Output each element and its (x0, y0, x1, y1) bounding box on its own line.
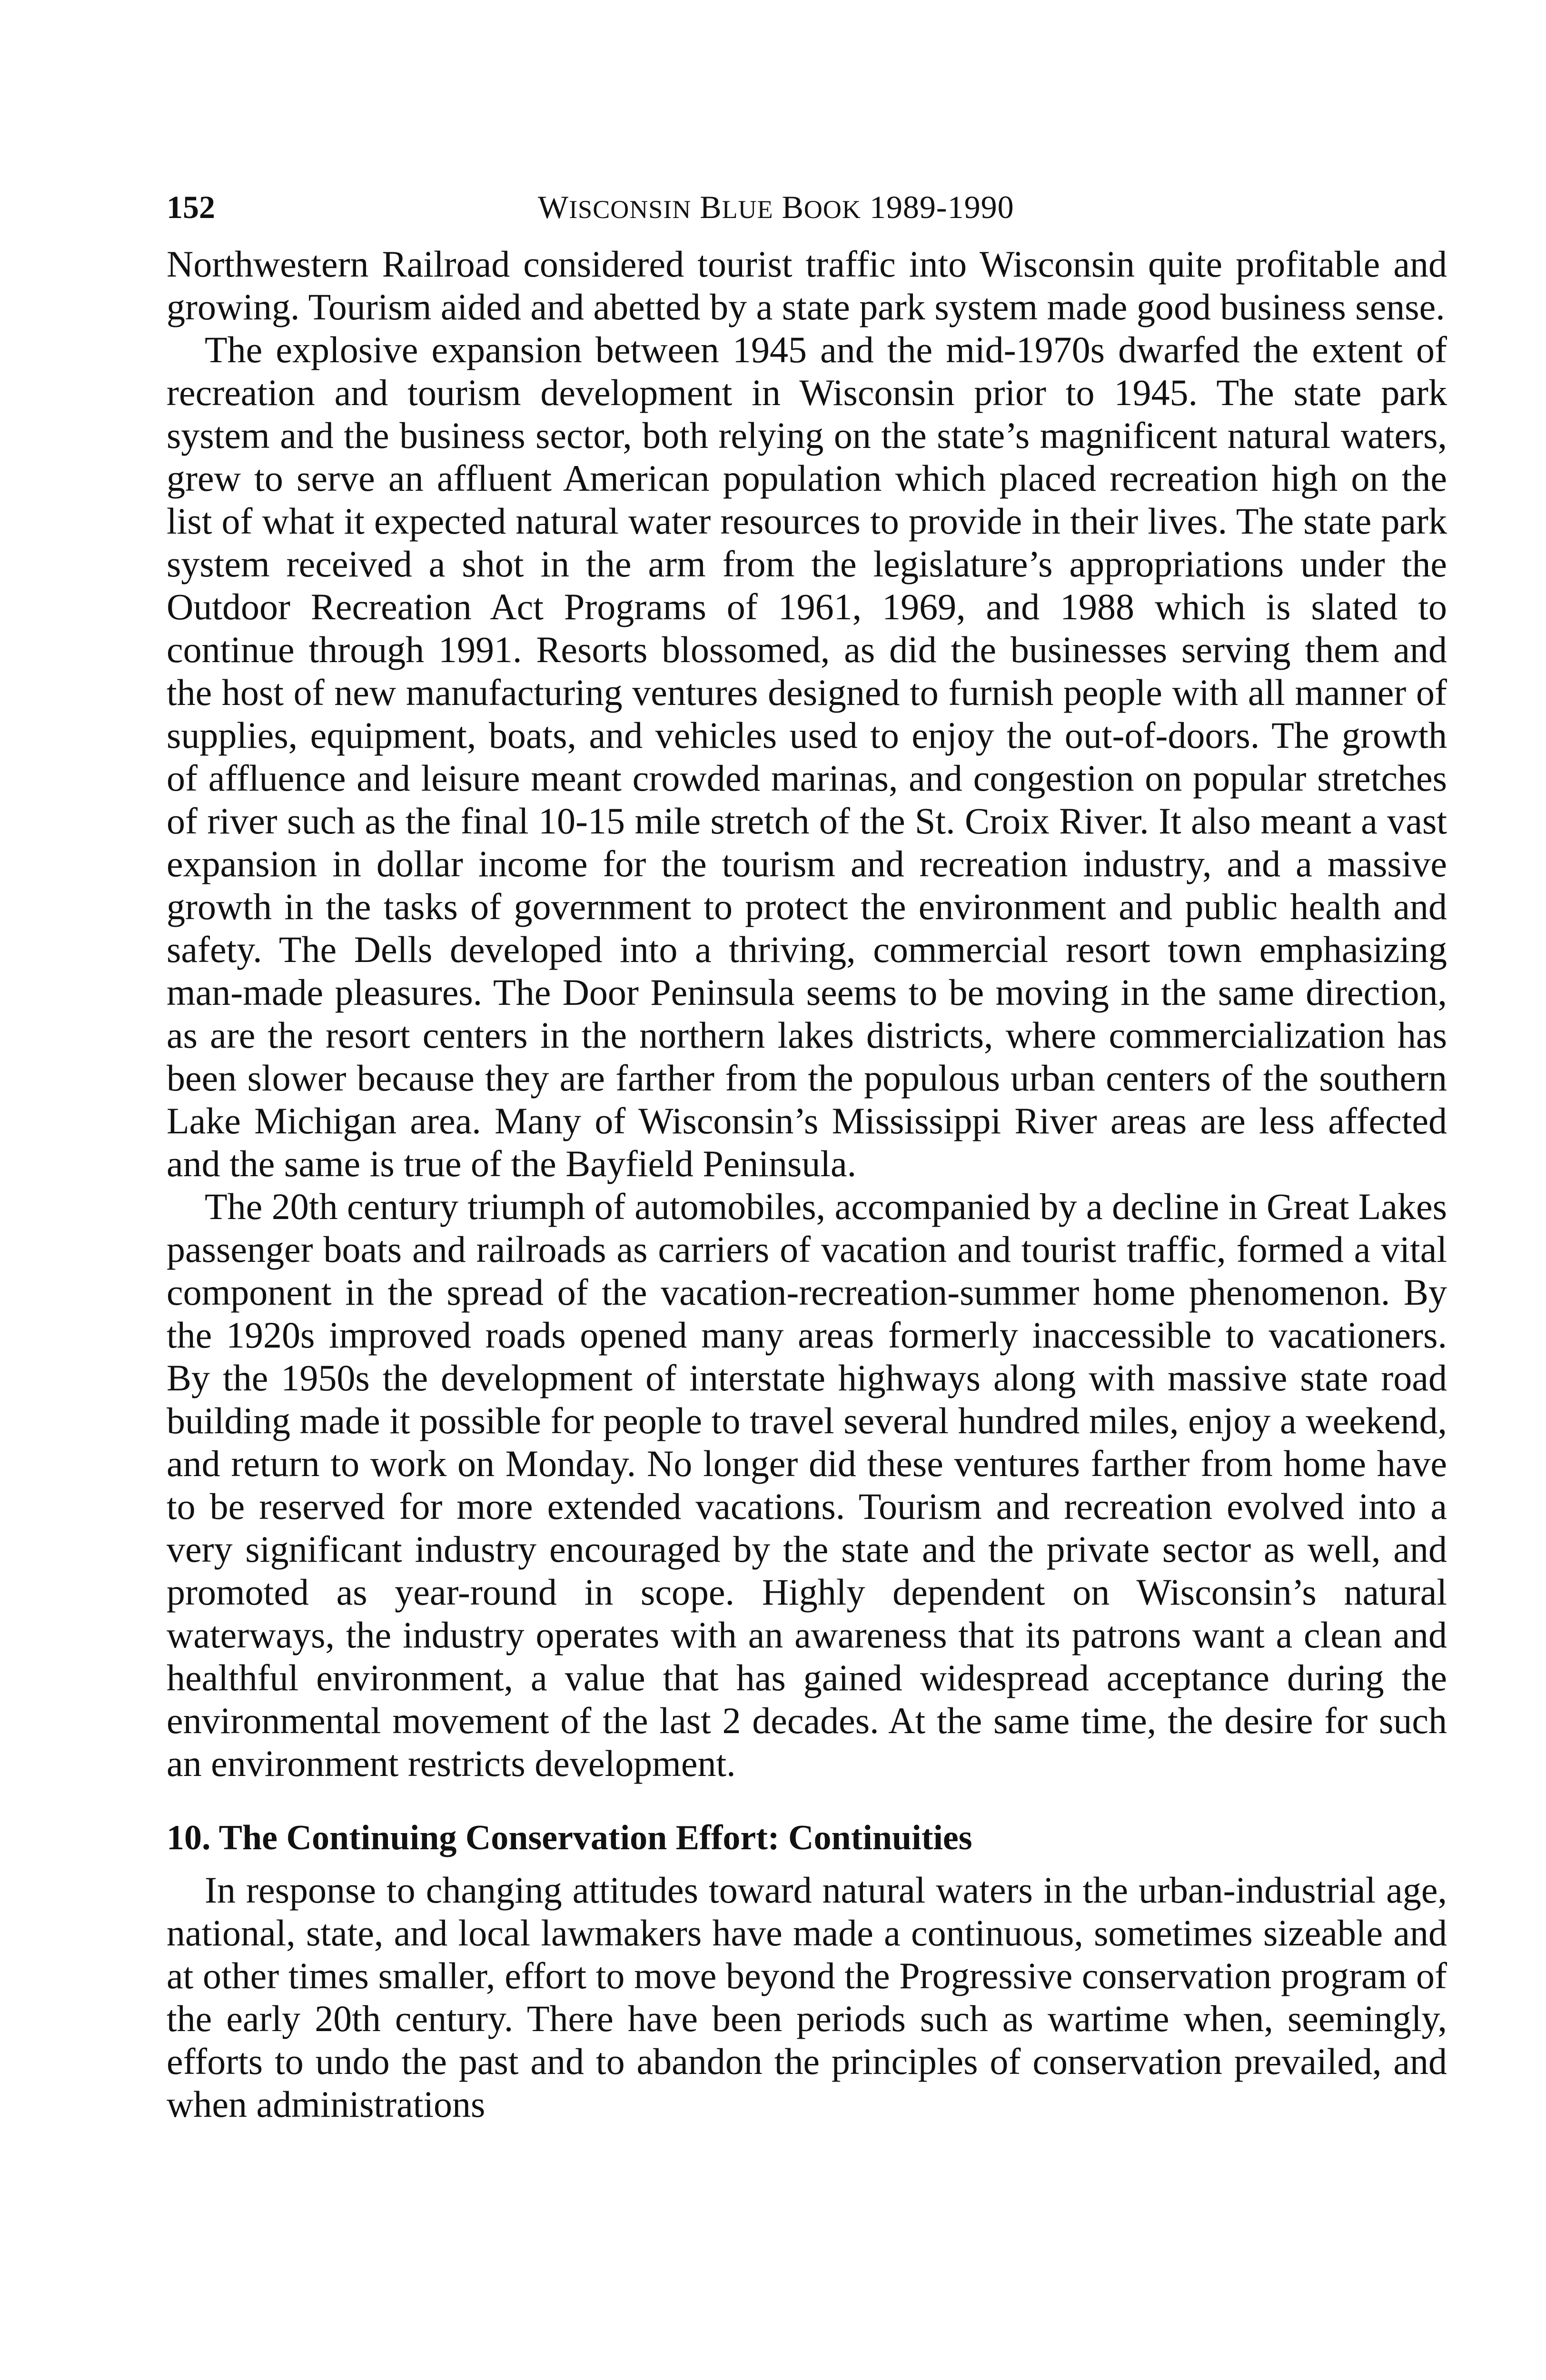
page-number: 152 (167, 189, 215, 225)
body-text (167, 243, 1447, 2126)
paragraph-expansion: The explosive expansion between 1945 and the mid-1970s dwarfed the extent of recreation and tourism development in Wisconsin prior to 1945. The state park system and the business sector, both relying on the state’s magnificent natural waters, grew to serve an affluent American population which placed recreation high on the list of what it expected natural water resources to provide in their lives. The state park system received a shot in the arm from the legislature’s appropriations under the Outdoor Recreation Act Programs of 1961, 1969, and 1988 which is slated to continue through 1991. Resorts blossomed, as did the businesses serving them and the host of new manufacturing ventures designed to furnish people with all manner of supplies, equipment, boats, and vehicles used to enjoy the out-of-doors. The growth of affluence and leisure meant crowded marinas, and congestion on popular stretches of river such as the final 10-15 mile stretch of the St. Croix River. It also meant a vast expansion in dollar income for the tourism and recreation industry, and a massive growth in the tasks of government to protect the environment and public health and safety. The Dells developed into a thriving, commercial resort town emphasizing man-made pleasures. The Door Peninsula seems to be moving in the same direction, as are the resort centers in the northern lakes districts, where commercialization has been slower because they are farther from the populous urban centers of the southern Lake Michigan area. Many of Wisconsin’s Mississippi River areas are less affected and the same is true of the Bayfield Peninsula. (167, 329, 1447, 1184)
paragraph-automobiles: The 20th century triumph of automobiles, accompanied by a decline in Great Lakes passenger boats and railroads as carriers of vacation and tourist traffic, formed a vital component in the spread of the vacation-recreation-summer home phenomenon. By the 1920s improved roads opened many areas formerly inaccessible to vacationers. By the 1950s the development of interstate highways along with massive state road building made it possible for people to travel several hundred miles, enjoy a weekend, and return to work on Monday. No longer did these ventures farther from home have to be reserved for more extended vacations. Tourism and recreation evolved into a very significant industry encouraged by the state and the private sector as well, and promoted as year-round in scope. Highly dependent on Wisconsin’s natural waterways, the industry operates with an awareness that its patrons want a clean and healthful environment, a value that has gained widespread acceptance during the environmental movement of the last 2 decades. At the same time, the desire for such an environment restricts development. (167, 1186, 1447, 1784)
paragraph-section-intro: In response to changing attitudes toward natural waters in the urban-industrial age, national, state, and local lawmakers have made a continuous, sometimes sizeable and at other times smaller, effort to move beyond the Progressive conservation program of the early 20th century. There have been periods such as wartime when, seemingly, efforts to undo the past and to abandon the principles of conservation prevailed, and when administrations (167, 1869, 1447, 2125)
section-heading: 10. The Continuing Conservation Effort: Continuities (167, 1818, 972, 1857)
book-page (167, 186, 1447, 2126)
book-title: WISCONSIN BLUE BOOK 1989-1990 (538, 189, 1014, 225)
paragraph-continued: Northwestern Railroad considered tourist traffic into Wisconsin quite profitable and growing. Tourism aided and abetted by a state park system made good business sense. (167, 243, 1447, 327)
running-head (167, 186, 1447, 228)
